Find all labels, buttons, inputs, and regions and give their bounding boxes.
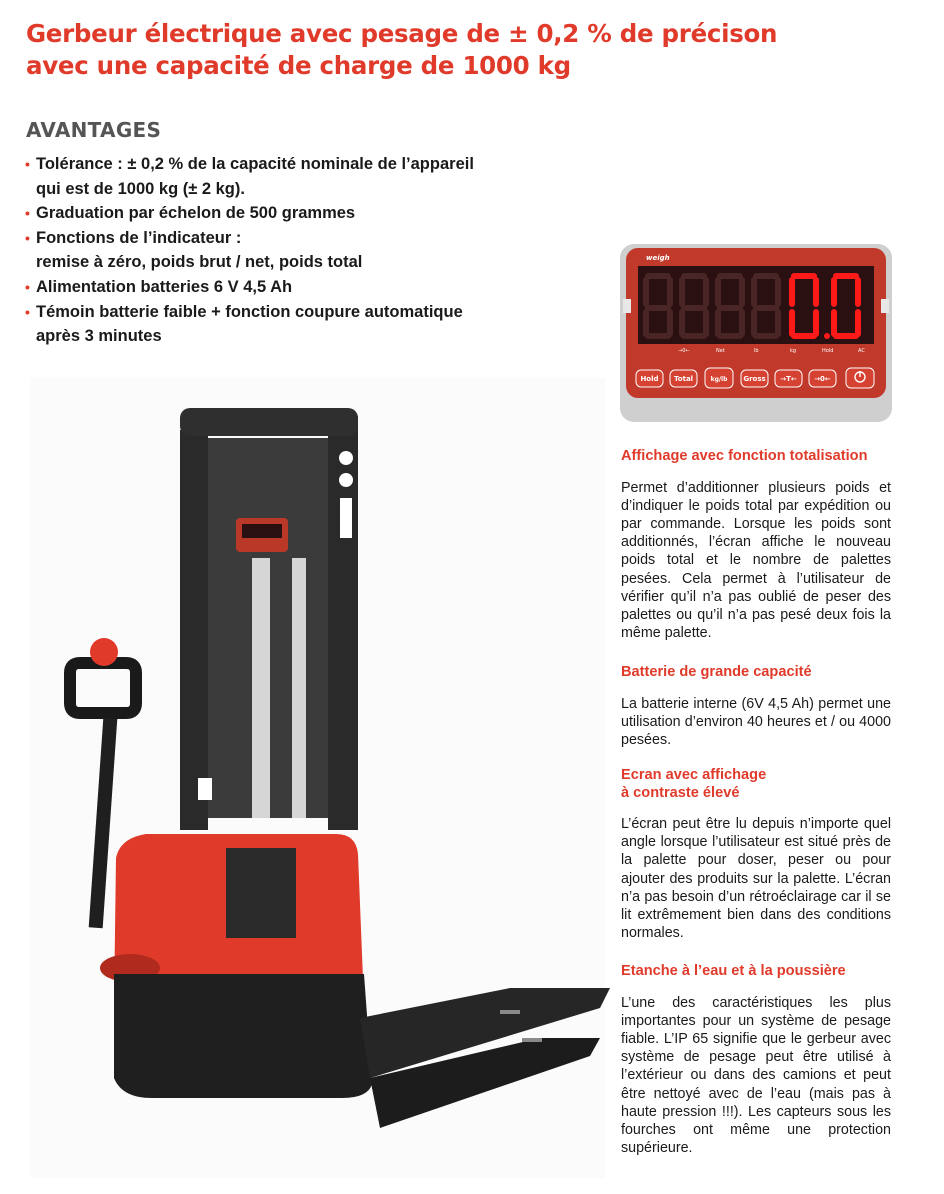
- feature-text: Permet d’additionner plusieurs poids et d’indiquer le poids total par expédition ou par commande. Lorsque les poids sont additionnés, l’écran affiche le nouveau poids total et le nombre de palettes pesées. Cela permet à l’utilisateur de vérifier qu’il n’a pas oublié de peser des palettes ou qu’il n’a pas pesé deux fois la même palette.: [621, 479, 891, 642]
- total-key-label: Total: [673, 375, 694, 383]
- feature-text: L’écran peut être lu depuis n’importe quel angle lorsque l’utilisateur est situé près de la palette pour doser, peser ou pour ajouter des produits sur la palette. L’écran n’a pas besoin d’un rétroéclairage car il se lit extrêmement bien dans des conditions normales.: [621, 816, 891, 942]
- stacker-base: [114, 974, 372, 1098]
- advantage-item: • Graduation par échelon de 500 grammes: [26, 201, 586, 226]
- feature-heading: Etanche à l’eau et à la poussière: [621, 963, 846, 979]
- svg-text:weigh: weigh: [646, 254, 670, 262]
- page-title: [26, 18, 886, 82]
- display-value: 0.0: [520, 144, 522, 145]
- title-line-2: avec une capacité de charge de 1000 kg: [26, 51, 571, 80]
- svg-text:kg: kg: [790, 348, 797, 354]
- feature-battery: [621, 664, 891, 749]
- feature-waterproof: [621, 963, 891, 1157]
- feature-text: L’une des caractéristiques les plus importantes pour un système de pesage fiable. L’IP 65 signifie que le gerbeur avec système de pesage peut être utilisé à l’extérieur ou dans des camions et peut être nettoyé avec de l’eau (mais pas à haute pression !!!). Les capteurs sous les fourches ont même une protection supérieure.: [621, 994, 891, 1157]
- feature-totalisation: [621, 448, 891, 642]
- feature-heading: Batterie de grande capacité: [621, 664, 812, 680]
- kglb-key-label: kg/lb: [710, 376, 728, 383]
- title-line-1: Gerbeur électrique avec pesage de ± 0,2 % de précison: [26, 19, 778, 48]
- advantages-heading: AVANTAGES: [26, 118, 162, 142]
- electric-stacker-image: [30, 378, 605, 1178]
- feature-heading: Ecran avec affichage à contraste élevé: [621, 767, 767, 801]
- feature-text: La batterie interne (6V 4,5 Ah) permet une utilisation d’environ 40 heures et / ou 4000 pesées.: [621, 695, 891, 748]
- zero-key-label: →0←: [814, 375, 831, 383]
- advantage-item: • Tolérance : ± 0,2 % de la capacité nominale de l’appareil qui est de 1000 kg (± 2 kg).: [26, 152, 586, 201]
- advantage-item: • Témoin batterie faible + fonction coupure automatique après 3 minutes: [26, 300, 586, 349]
- hold-key-label: Hold: [640, 375, 659, 383]
- advantage-item: • Fonctions de l’indicateur : remise à zéro, poids brut / net, poids total: [26, 226, 586, 275]
- tare-key-label: →T←: [780, 375, 797, 383]
- advantages-list: [26, 152, 586, 349]
- svg-text:lb: lb: [754, 348, 759, 354]
- svg-text:Net: Net: [716, 348, 725, 354]
- svg-text:Hold: Hold: [822, 348, 834, 354]
- gross-key-label: Gross: [743, 375, 766, 383]
- svg-text:→0←: →0←: [678, 348, 690, 354]
- advantage-item: • Alimentation batteries 6 V 4,5 Ah: [26, 275, 586, 300]
- feature-heading: Affichage avec fonction totalisation: [621, 448, 868, 464]
- svg-text:AC: AC: [858, 348, 865, 354]
- feature-contrast-screen: [621, 767, 891, 942]
- mast-left: [180, 430, 208, 830]
- weighing-indicator-image: [520, 144, 892, 422]
